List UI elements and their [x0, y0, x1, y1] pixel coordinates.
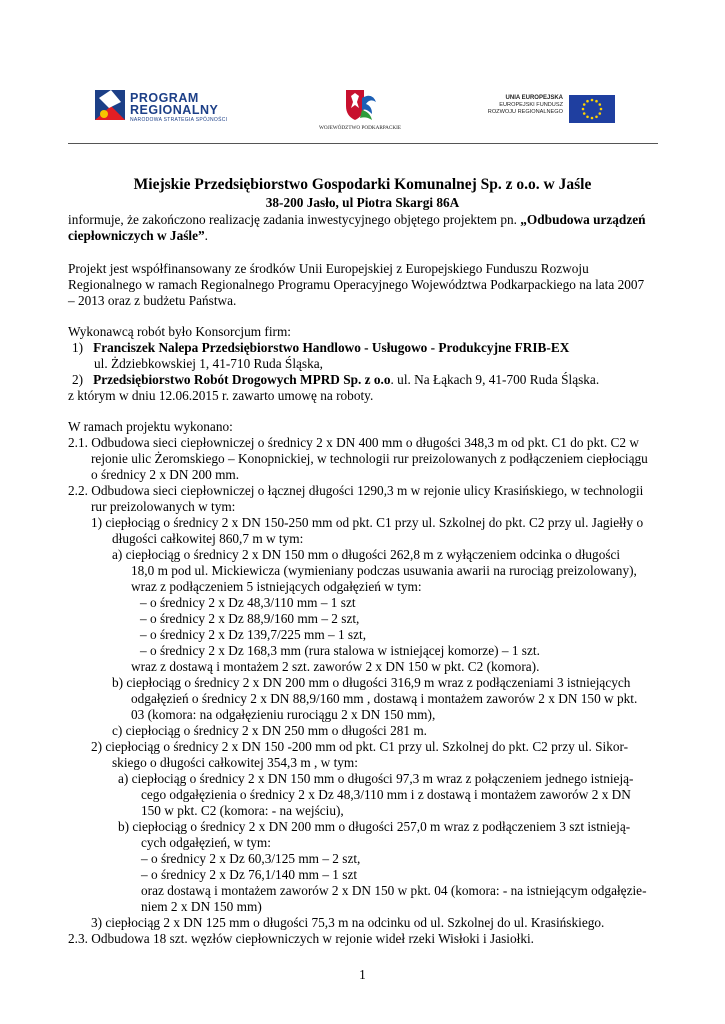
company-address: 38-200 Jasło, ul Piotra Skargi 86A	[265, 195, 460, 210]
program-regionalny-emblem-icon	[95, 88, 127, 124]
ue-logo	[477, 95, 617, 123]
scope-line: odgałęzień o średnicy 2 x DN 88,9/160 mm , dostawą i montażem zaworów 2 x DN 150 w pkt.	[131, 691, 638, 706]
header-divider	[68, 143, 658, 144]
contractor-intro: Wykonawcą robót było Konsorcjum firm:	[68, 324, 291, 339]
contractor-item-2: 2) Przedsiębiorstwo Robót Drogowych MPRD Sp. z o.o. ul. Na Łąkach 9, 41-700 Ruda Śląska.	[72, 372, 600, 387]
scope-line: cego odgałęzienia o średnicy 2 x Dz 48,3/110 mm i z dostawą i montażem zaworów 2 x DN	[141, 787, 631, 802]
intro-line-1: informuje, że zakończono realizację zadania inwestycyjnego objętego projektem pn. „Odbudowa urządzeń	[68, 212, 646, 227]
scope-line: 2.3. Odbudowa 18 szt. węzłów ciepłowniczych w rejonie wideł rzeki Wisłoki i Jasiołki.	[68, 931, 534, 946]
ue-line1: UNIA EUROPEJSKA	[505, 95, 563, 101]
scope-line: długości całkowitej 860,7 m w tym:	[112, 531, 304, 546]
scope-line: – o średnicy 2 x Dz 168,3 mm (rura stalowa w istniejącej komorze) – 1 szt.	[140, 643, 540, 658]
scope-line: oraz dostawą i montażem zaworów 2 x DN 150 w pkt. 04 (komora: - na istniejącym odgałęzie-	[141, 883, 647, 898]
scope-line: 18,0 m pod ul. Mickiewicza (wymieniany podczas usuwania awarii na rurociąg preizolowany),	[131, 563, 637, 578]
scope-line: 2) ciepłociąg o średnicy 2 x DN 150 -200 mm od pkt. C1 przy ul. Szkolnej do pkt. C2 przy ul. Sikor-	[91, 739, 629, 754]
scope-line: 2.1. Odbudowa sieci ciepłowniczej o średnicy 2 x DN 400 mm o długości 348,3 m od pkt. C1 do pkt. C2 w	[68, 435, 639, 450]
funding-line: – 2013 oraz z budżetu Państwa.	[68, 293, 237, 308]
scope-line: 03 (komora: na odgałęzieniu rurociągu 2 x DN 150 mm),	[131, 707, 436, 722]
scope-intro: W ramach projektu wykonano:	[68, 419, 233, 434]
scope-line: 1) ciepłociąg o średnicy 2 x DN 150-250 mm od pkt. C1 przy ul. Szkolnej do pkt. C2 przy ul. Jagiełły o	[91, 515, 644, 530]
ue-line2: EUROPEJSKI FUNDUSZ	[499, 102, 563, 108]
coat-of-arms-icon	[342, 88, 378, 122]
scope-line: wraz z podłączeniem 5 istniejących odgałęzień w tym:	[131, 579, 422, 594]
wojewodztwo-logo	[300, 88, 420, 134]
scope-line: 3) ciepłociąg 2 x DN 125 mm o długości 75,3 m na odcinku od ul. Szkolnej do ul. Krasińskiego.	[91, 915, 605, 930]
scope-line: skiego o długości całkowitej 354,3 m , w tym:	[112, 755, 358, 770]
page-number: 1	[359, 967, 366, 982]
scope-line: a) ciepłociąg o średnicy 2 x DN 150 mm o długości 97,3 m wraz z połączeniem jednego istnieją-	[118, 771, 634, 786]
funding-line: Regionalnego w ramach Regionalnego Programu Operacyjnego Województwa Podkarpackiego na lata 2007	[68, 277, 645, 292]
program-regionalny-line2: REGIONALNY	[130, 103, 219, 117]
program-regionalny-line1: PROGRAM	[130, 91, 199, 105]
eu-flag-icon	[569, 95, 615, 123]
scope-line: – o średnicy 2 x Dz 60,3/125 mm – 2 szt,	[141, 851, 361, 866]
contractor-address-1: ul. Żdziebkowskiej 1, 41-710 Ruda Śląska,	[94, 356, 323, 371]
program-regionalny-tagline: NARODOWA STRATEGIA SPÓJNOŚCI	[130, 117, 228, 123]
scope-line: niem 2 x DN 150 mm)	[141, 899, 262, 914]
scope-line: rejonie ulic Żeromskiego – Konopnickiej, w technologii rur preizolowanych z podłączeniem ciepłociągu	[91, 451, 648, 466]
scope-line: rur preizolowanych w tym:	[91, 499, 236, 514]
program-regionalny-logo	[95, 88, 255, 128]
scope-line: a) ciepłociąg o średnicy 2 x DN 150 mm o długości 262,8 m z wyłączeniem odcinka o długości	[112, 547, 621, 562]
scope-line: o średnicy 2 x DN 200 mm.	[91, 467, 240, 482]
contractor-item-1: 1) Franciszek Nalepa Przedsiębiorstwo Handlowo - Usługowo - Produkcyjne FRIB-EX	[72, 340, 570, 355]
scope-line: – o średnicy 2 x Dz 48,3/110 mm – 1 szt	[140, 595, 356, 610]
intro-line-2: ciepłowniczych w Jaśle”.	[68, 228, 208, 243]
company-title: Miejskie Przedsiębiorstwo Gospodarki Komunalnej Sp. z o.o. w Jaśle	[133, 176, 592, 193]
scope-line: – o średnicy 2 x Dz 76,1/140 mm – 1 szt	[141, 867, 358, 882]
scope-line: b) ciepłociąg o średnicy 2 x DN 200 mm o długości 316,9 m wraz z podłączeniami 3 istniejących	[112, 675, 631, 690]
scope-line: c) ciepłociąg o średnicy 2 x DN 250 mm o długości 281 m.	[112, 723, 428, 738]
funding-line: Projekt jest współfinansowany ze środków Unii Europejskiej z Europejskiego Funduszu Rozwoju	[68, 261, 589, 276]
scope-line: – o średnicy 2 x Dz 88,9/160 mm – 2 szt,	[140, 611, 360, 626]
scope-line: b) ciepłociąg o średnicy 2 x DN 200 mm o długości 257,0 m wraz z podłączeniem 3 szt istnieją-	[118, 819, 631, 834]
scope-line: wraz z dostawą i montażem 2 szt. zaworów 2 x DN 150 w pkt. C2 (komora).	[131, 659, 540, 674]
contract-date: z którym w dniu 12.06.2015 r. zawarto umowę na roboty.	[68, 388, 374, 403]
scope-line: cych odgałęzień, w tym:	[141, 835, 271, 850]
scope-line: 2.2. Odbudowa sieci ciepłowniczej o łącznej długości 1290,3 m w rejonie ulicy Krasińskiego, w technologii	[68, 483, 644, 498]
scope-line: 150 w pkt. C2 (komora: - na wejściu),	[141, 803, 344, 818]
wojewodztwo-caption: WOJEWÓDZTWO PODKARPACKIE	[318, 125, 402, 131]
ue-line3: ROZWOJU REGIONALNEGO	[487, 109, 563, 115]
scope-line: – o średnicy 2 x Dz 139,7/225 mm – 1 szt,	[140, 627, 367, 642]
